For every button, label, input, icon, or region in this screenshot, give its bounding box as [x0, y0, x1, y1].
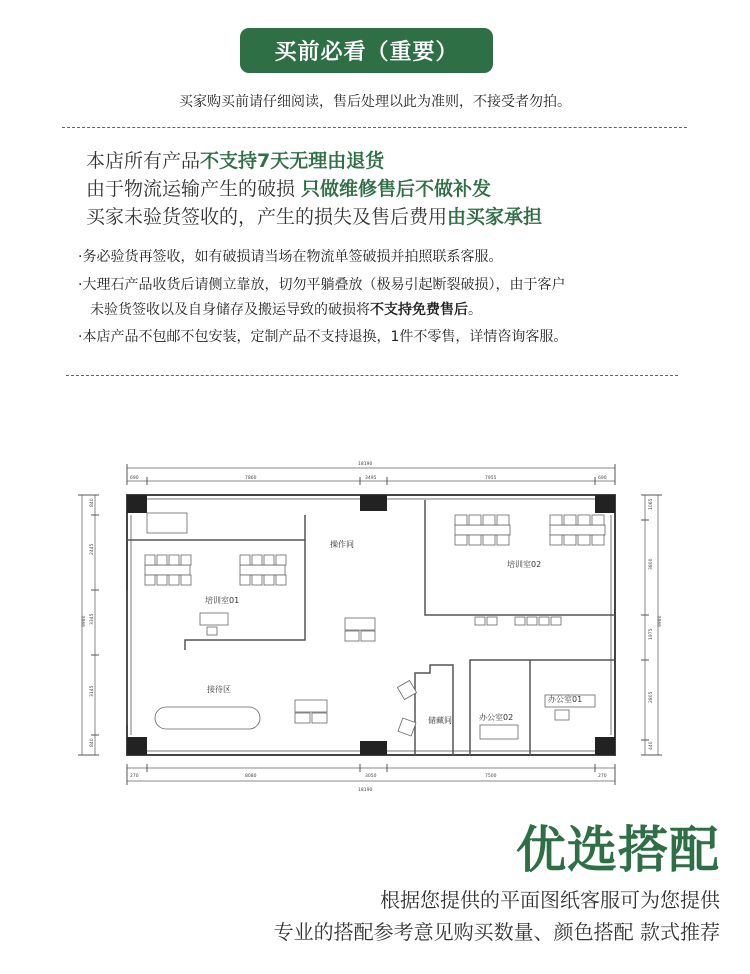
dim-right-5: 440: [649, 741, 654, 750]
dim-bot-3: 3050: [365, 774, 377, 779]
room-label-operation: 操作间: [330, 540, 354, 549]
dim-bot-5: 270: [598, 774, 607, 779]
dim-top-4: 7955: [485, 476, 497, 481]
note-2: ·大理石产品收货后请侧立靠放，切勿平躺叠放（极易引起断裂破损），由于客户: [78, 277, 566, 293]
note-1: ·务必验货再签收，如有破损请当场在物流单签破损并拍照联系客服。: [78, 249, 503, 265]
footer-line-2: 专业的搭配参考意见购买数量、颜色搭配 款式推荐: [273, 920, 720, 944]
room-label-reception: 接待区: [207, 685, 231, 694]
room-label-office-01: 办公室01: [548, 695, 583, 704]
dim-left-total: 9980: [82, 615, 87, 627]
dim-left-5: 840: [90, 738, 95, 747]
dim-right-1: 1065: [649, 498, 654, 510]
footer-title: 优选搭配: [516, 821, 720, 879]
dim-top-2: 7860: [245, 476, 257, 481]
policy-text: 由于物流运输产生的破损: [86, 178, 302, 200]
note-3-text: 未验货签收以及自身储存及搬运导致的破损将: [90, 302, 370, 318]
policy-line-3: [86, 202, 542, 229]
dim-left-4: 3145: [90, 685, 95, 697]
dim-bot-2: 8080: [245, 774, 257, 779]
dim-right-4: 2805: [649, 691, 654, 703]
note-3: [90, 299, 482, 319]
dim-right-3: 1975: [649, 628, 654, 640]
footer-line-1: 根据您提供的平面图纸客服可为您提供: [380, 888, 720, 912]
dim-left-2: 2445: [90, 543, 95, 555]
divider-top: [62, 127, 687, 128]
dim-top-3: 3495: [365, 476, 377, 481]
floor-plan: [75, 455, 675, 800]
dim-top-total: 18190: [358, 462, 373, 467]
dim-bot-1: 270: [130, 774, 139, 779]
dim-right-total: 9980: [658, 615, 663, 627]
room-label-training-02: 培训室02: [507, 560, 542, 569]
policy-highlight: 只做维修售后不做补发: [301, 178, 492, 200]
room-label-storage: 储藏间: [428, 716, 452, 725]
dim-right-2: 3800: [649, 558, 654, 570]
policy-text: 买家未验货签收的，产生的损失及售后费用: [86, 206, 448, 228]
dim-top-5: 690: [598, 476, 607, 481]
dim-top-1: 690: [130, 476, 139, 481]
room-label-office-02: 办公室02: [479, 713, 514, 722]
note-3-highlight: 不支持免费售后: [370, 302, 468, 318]
policy-line-1: [86, 146, 384, 173]
dim-bot-4: 7500: [485, 774, 497, 779]
intro-text: 买家购买前请仔细阅读，售后处理以此为准则，不接受者勿拍。: [179, 94, 571, 110]
note-3-end: 。: [468, 302, 482, 318]
policy-text: 本店所有产品: [86, 150, 201, 172]
policy-highlight: 由买家承担: [447, 206, 543, 228]
policy-line-2: [86, 174, 491, 201]
dim-bottom-total: 18190: [358, 788, 373, 793]
note-4: ·本店产品不包邮不包安装，定制产品不支持退换，1件不零售，详情咨询客服。: [78, 329, 568, 345]
divider-bottom: [66, 375, 678, 376]
policy-highlight: 不支持7天无理由退货: [200, 150, 385, 172]
room-label-training-01: 培训室01: [205, 596, 240, 605]
dim-left-1: 840: [90, 498, 95, 507]
page-title-badge: 买前必看（重要）: [240, 28, 493, 73]
dim-left-3: 3345: [90, 613, 95, 625]
